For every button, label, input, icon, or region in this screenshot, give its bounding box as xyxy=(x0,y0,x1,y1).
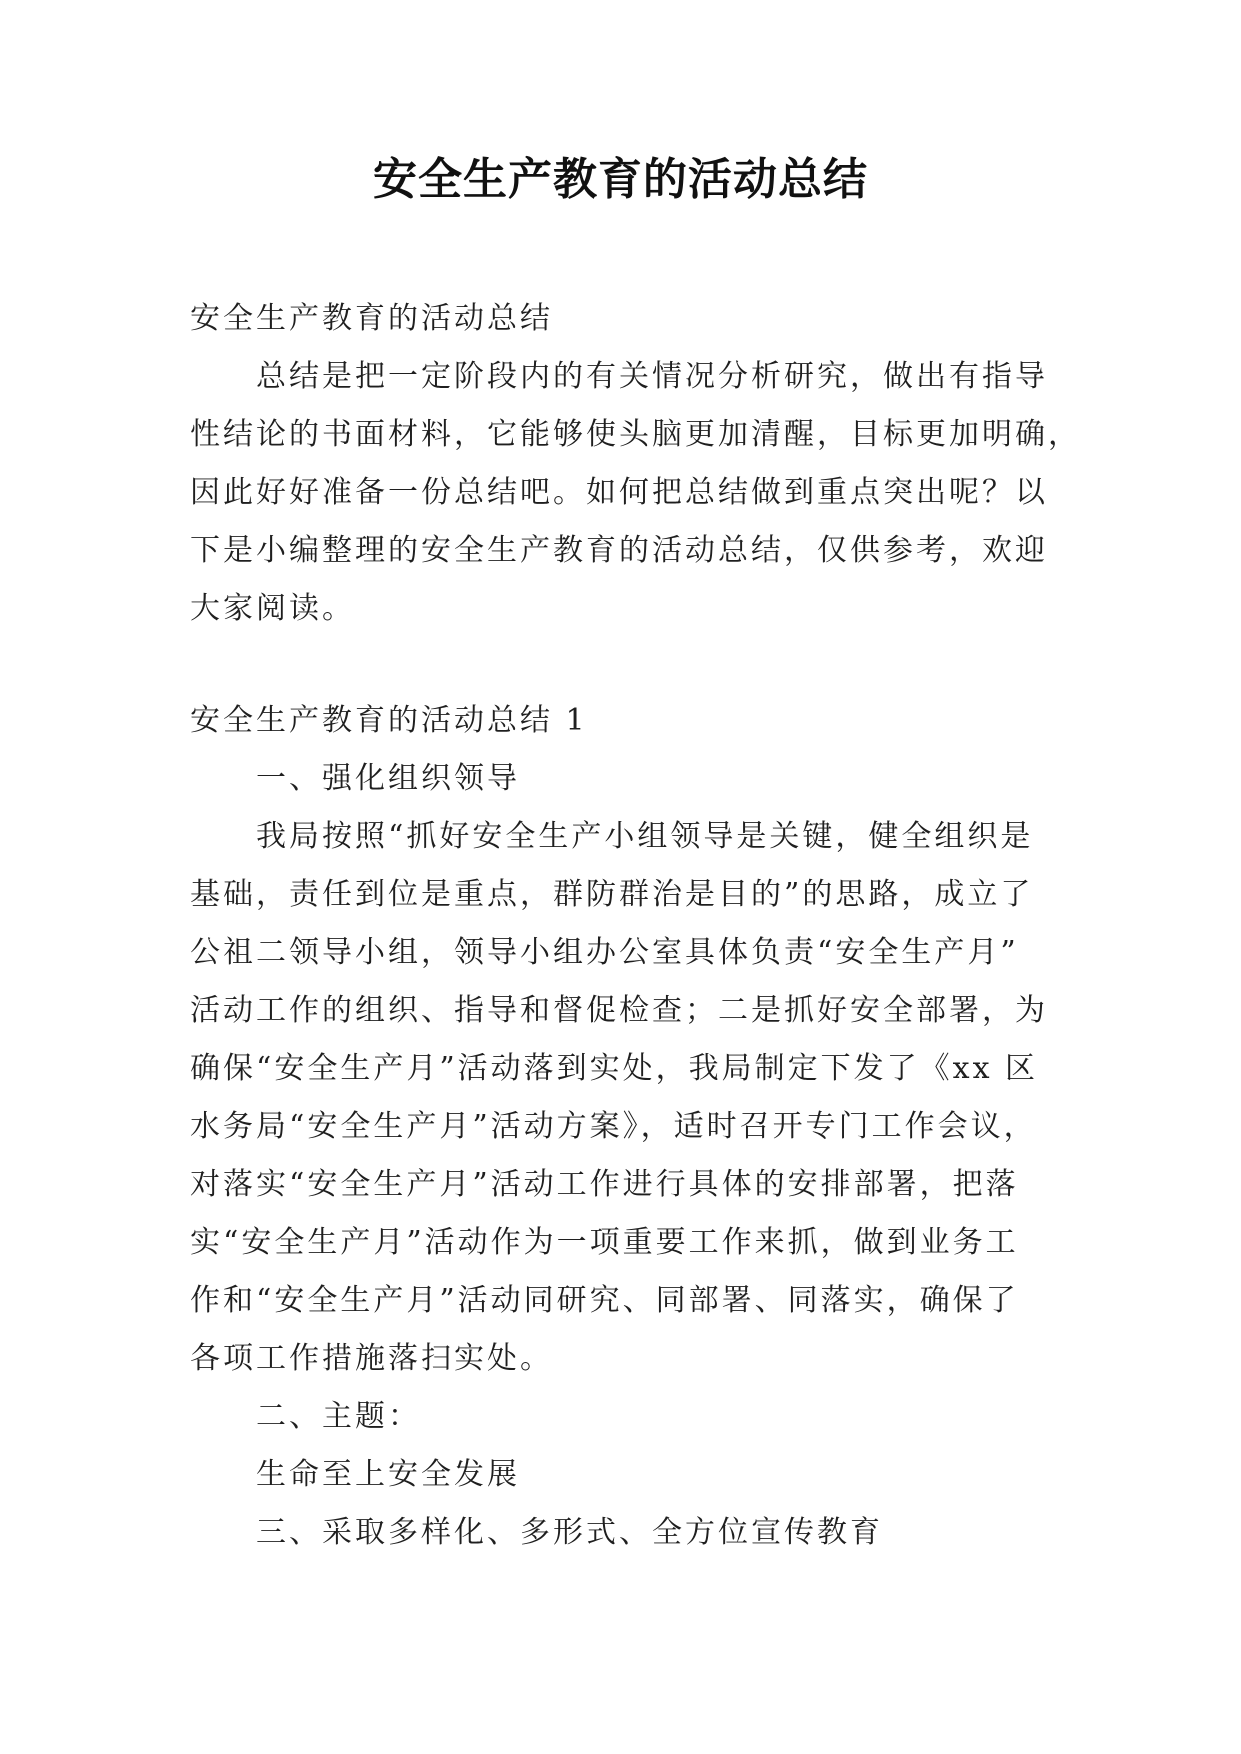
paragraph-line: 水务局“安全生产月”活动方案》，适时召开专门工作会议， xyxy=(190,1109,1037,1144)
paragraph-line: 各项工作措施落扫实处。 xyxy=(190,1341,553,1376)
paragraph-line: 确保“安全生产月”活动落到实处，我局制定下发了《xx 区 xyxy=(190,1051,1039,1086)
paragraph-line: 基础，责任到位是重点，群防群治是目的”的思路，成立了 xyxy=(190,877,1034,912)
theme-text: 生命至上安全发展 xyxy=(256,1457,520,1492)
intro-line: 因此好好准备一份总结吧。如何把总结做到重点突出呢？以 xyxy=(190,475,1048,510)
paragraph-line: 对落实“安全生产月”活动工作进行具体的安排部署，把落 xyxy=(190,1167,1019,1202)
paragraph-line: 公祖二领导小组，领导小组办公室具体负责“安全生产月” xyxy=(190,935,1019,970)
intro-section xyxy=(190,290,1081,638)
subheading-organization: 一、强化组织领导 xyxy=(256,761,520,796)
subheading-publicity: 三、采取多样化、多形式、全方位宣传教育 xyxy=(256,1515,883,1550)
intro-line: 下是小编整理的安全生产教育的活动总结，仅供参考，欢迎 xyxy=(190,533,1048,568)
section-1 xyxy=(190,692,1070,1562)
page-title: 安全生产教育的活动总结 xyxy=(373,154,868,205)
intro-line: 性结论的书面材料，它能够使头脑更加清醒，目标更加明确， xyxy=(190,417,1081,452)
paragraph-line: 活动工作的组织、指导和督促检查；二是抓好安全部署，为 xyxy=(190,993,1048,1028)
intro-line: 总结是把一定阶段内的有关情况分析研究，做出有指导 xyxy=(256,359,1048,394)
section-heading: 安全生产教育的活动总结 1 xyxy=(190,703,588,738)
paragraph-line: 我局按照“抓好安全生产小组领导是关键，健全组织是 xyxy=(256,819,1034,854)
subheading-theme: 二、主题： xyxy=(256,1399,421,1434)
intro-heading: 安全生产教育的活动总结 xyxy=(190,301,553,336)
intro-line: 大家阅读。 xyxy=(190,591,355,626)
paragraph-line: 作和“安全生产月”活动同研究、同部署、同落实，确保了 xyxy=(190,1283,1019,1318)
paragraph-line: 实“安全生产月”活动作为一项重要工作来抓，做到业务工 xyxy=(190,1225,1019,1260)
